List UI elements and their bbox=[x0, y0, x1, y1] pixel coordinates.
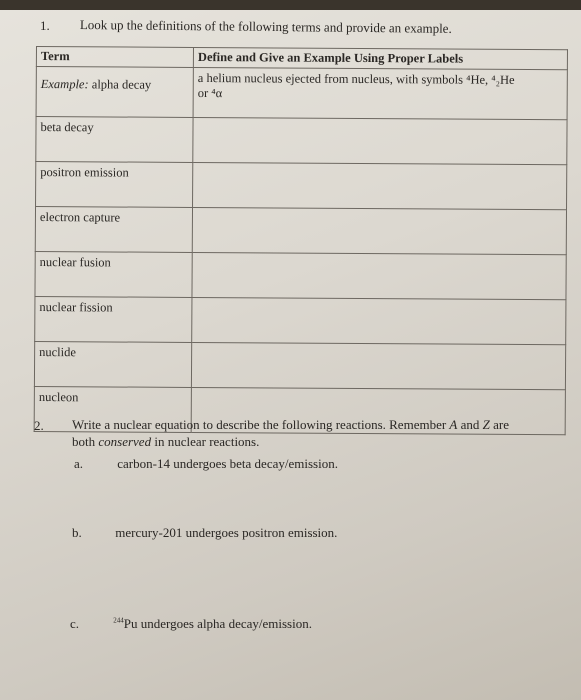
definition-cell[interactable] bbox=[193, 117, 567, 164]
table-row bbox=[35, 207, 566, 255]
definition-cell[interactable] bbox=[192, 297, 566, 344]
example-prefix: Example: bbox=[40, 77, 89, 92]
example-definition-line2: or ⁴α bbox=[197, 85, 223, 101]
definition-cell[interactable] bbox=[193, 162, 567, 209]
header-term: Term bbox=[36, 47, 193, 68]
question-1-number: 1. bbox=[40, 18, 50, 33]
definition-cell[interactable] bbox=[191, 342, 565, 389]
item-c bbox=[70, 616, 312, 632]
q2-symbol-a: A bbox=[449, 417, 458, 432]
term-cell: positron emission bbox=[36, 162, 193, 208]
term-cell: beta decay bbox=[36, 117, 193, 163]
table-row bbox=[35, 296, 566, 344]
item-letter: b. bbox=[72, 525, 82, 540]
question-2-prompt bbox=[72, 416, 572, 450]
table-row bbox=[34, 341, 565, 389]
table-row bbox=[35, 251, 566, 299]
item-b bbox=[72, 525, 337, 541]
definition-cell[interactable] bbox=[192, 252, 566, 299]
item-a bbox=[74, 456, 338, 472]
item-letter: c. bbox=[70, 616, 80, 631]
item-text: Pu undergoes alpha decay/emission. bbox=[123, 616, 312, 631]
term-cell: nuclear fusion bbox=[35, 251, 192, 297]
example-term-cell bbox=[36, 67, 193, 118]
q2-conserved: conserved bbox=[98, 434, 152, 449]
term-cell: nuclear fission bbox=[35, 296, 192, 342]
term-cell: nuclide bbox=[34, 341, 191, 387]
table-row bbox=[36, 117, 567, 165]
example-definition-line1: a helium nucleus ejected from nucleus, with symbols ⁴He, ⁴₂He bbox=[197, 70, 515, 87]
q2-text: Write a nuclear equation to describe the following reactions. Remember bbox=[72, 417, 450, 432]
worksheet-page bbox=[0, 10, 581, 700]
table-row bbox=[36, 162, 567, 210]
definition-cell[interactable] bbox=[192, 207, 566, 254]
term-cell: nucleon bbox=[34, 386, 191, 432]
q2-text: are bbox=[489, 417, 510, 432]
q2-text: and bbox=[457, 417, 483, 432]
example-definition-cell bbox=[193, 67, 567, 119]
item-text: carbon-14 undergoes beta decay/emission. bbox=[117, 456, 338, 471]
table-row-example bbox=[36, 67, 567, 120]
header-define: Define and Give an Example Using Proper Labels bbox=[193, 47, 567, 69]
example-term: alpha decay bbox=[91, 77, 152, 92]
item-letter: a. bbox=[74, 456, 84, 471]
question-2-number: 2. bbox=[34, 418, 44, 433]
q2-symbol-z: Z bbox=[482, 417, 490, 432]
q2-text: in nuclear reactions. bbox=[151, 434, 260, 449]
question-2-line2 bbox=[72, 433, 572, 450]
question-1-prompt: Look up the definitions of the following terms and provide an example. bbox=[79, 16, 452, 36]
terms-table bbox=[34, 46, 568, 435]
item-text: mercury-201 undergoes positron emission. bbox=[115, 525, 338, 540]
q2-text: both bbox=[72, 434, 99, 449]
question-2-line1 bbox=[72, 416, 572, 433]
term-cell: electron capture bbox=[35, 207, 192, 253]
item-mass-number: 244 bbox=[113, 616, 124, 625]
